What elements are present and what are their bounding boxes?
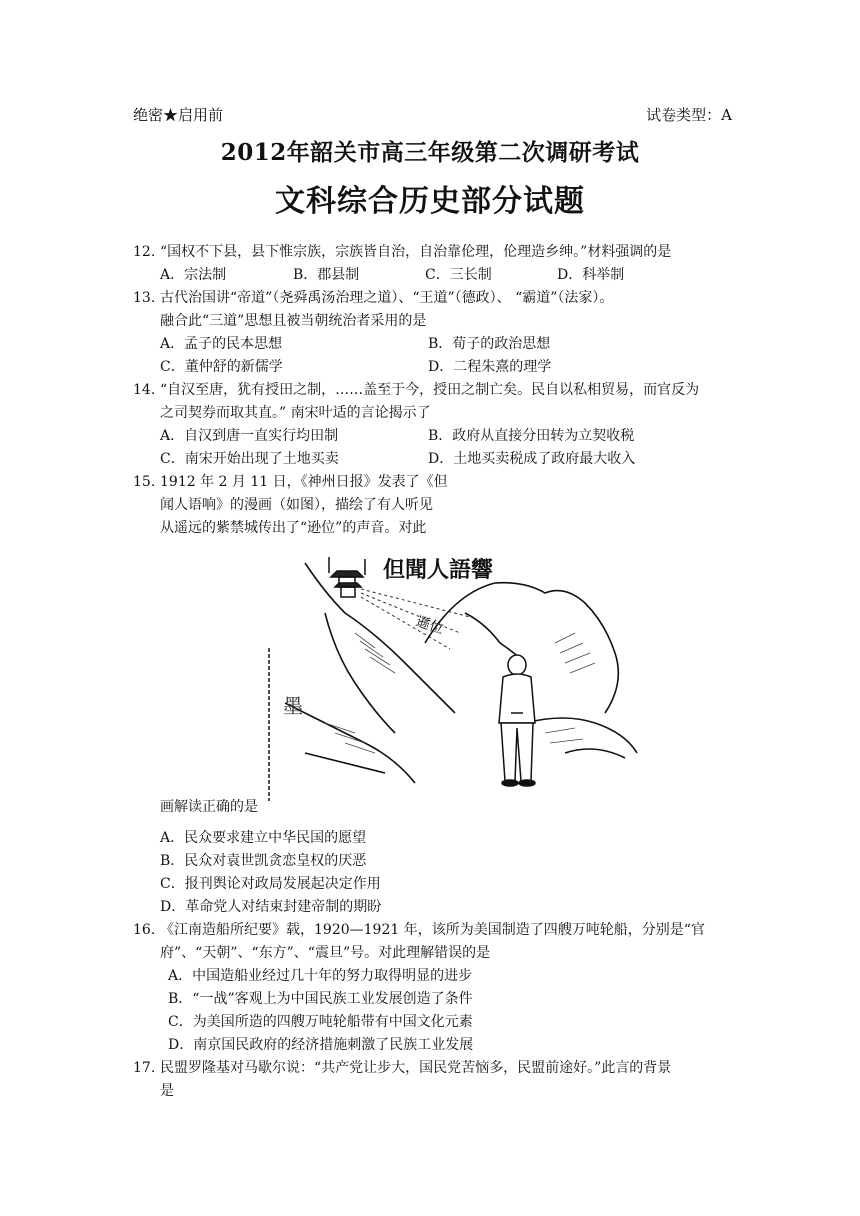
question-stem-line: 府”、“天朝”、“东方”、“震旦”号。对此理解错误的是: [160, 945, 491, 961]
question-number: 14.: [133, 382, 156, 398]
exam-title: 2012年韶关市高三年级第二次调研考试: [220, 139, 640, 166]
question-number: 16.: [133, 922, 156, 938]
question-stem-line: 是: [160, 1083, 174, 1099]
question-stem-line: 《江南造船所纪要》载，1920—1921 年，该所为美国制造了四艘万吨轮船，分别是“官: [160, 922, 705, 938]
question-stem-line: 画解读正确的是: [160, 799, 258, 815]
question-number: 15.: [133, 474, 156, 490]
option-d: D．南京国民政府的经济措施刺激了民族工业发展: [168, 1037, 474, 1053]
option-d: D．土地买卖税成了政府最大收入: [428, 451, 636, 467]
question-stem-line: “自汉至唐，犹有授田之制，……盖至于今，授田之制亡矣。民自以私相贸易，而官反为: [160, 382, 700, 398]
option-a: A．民众要求建立中华民国的愿望: [160, 830, 367, 846]
option-b: B．政府从直接分田转为立契收税: [428, 428, 635, 444]
option-c: C．南宋开始出现了土地买卖: [160, 451, 339, 467]
question-stem-line: “国权不下县，县下惟宗族，宗族皆自治，自治靠伦理，伦理造乡绅。”材料强调的是: [160, 244, 672, 260]
confidential-label: 绝密★启用前: [133, 106, 224, 124]
option-b: B．“一战”客观上为中国民族工业发展创造了条件: [168, 991, 473, 1007]
option-b: B．荀子的政治思想: [428, 336, 551, 352]
mountains: [285, 563, 637, 783]
option-d: D．革命党人对结束封建帝制的期盼: [160, 899, 382, 915]
question-stem-line: 闻人语响》的漫画（如图），描绘了有人听见: [160, 497, 433, 513]
cartoon-illustration: [265, 553, 645, 805]
artist-signature: 墨: [283, 694, 303, 718]
option-d: D．科举制: [557, 267, 625, 283]
option-a: A．中国造船业经过几十年的努力取得明显的进步: [168, 968, 473, 984]
option-b: B．民众对袁世凯贪恋皇权的厌恶: [160, 853, 367, 869]
exam-subtitle: 文科综合历史部分试题: [275, 184, 585, 219]
option-b: B．郡县制: [293, 267, 360, 283]
sound-label: 遜位: [413, 613, 446, 638]
option-d: D．二程朱熹的理学: [428, 359, 552, 375]
question-number: 13.: [133, 290, 156, 306]
cartoon-caption: 但聞人語響: [383, 557, 494, 583]
option-c: C．三长制: [425, 267, 492, 283]
question-number: 12.: [133, 244, 156, 260]
option-c: C．为美国所造的四艘万吨轮船带有中国文化元素: [168, 1014, 473, 1030]
option-a: A．自汉到唐一直实行均田制: [160, 428, 339, 444]
option-c: C．报刊舆论对政局发展起决定作用: [160, 876, 381, 892]
palace-icon: [329, 557, 365, 597]
question-stem-line: 1912 年 2 月 11 日，《神州日报》发表了《但: [160, 474, 448, 490]
question-stem-line: 民盟罗隆基对马歇尔说：“共产党让步大，国民党苦恼多，民盟前途好。”此言的背景: [160, 1060, 672, 1076]
option-c: C．董仲舒的新儒学: [160, 359, 283, 375]
question-stem-line: 古代治国讲“帝道”（尧舜禹汤治理之道）、“王道”（德政）、 “霸道”（法家）。: [160, 290, 614, 306]
question-stem-line: 从遥远的紫禁城传出了“逊位”的声音。对此: [160, 520, 427, 536]
question-stem-line: 之司契券而取其直。” 南宋叶适的言论揭示了: [160, 405, 431, 421]
question-stem-line: 融合此“三道”思想且被当朝统治者采用的是: [160, 313, 427, 329]
question-number: 17.: [133, 1060, 156, 1076]
option-a: A．孟子的民本思想: [160, 336, 283, 352]
option-a: A．宗法制: [160, 267, 227, 283]
listener-figure-icon: [499, 655, 535, 786]
paper-type-label: 试卷类型：A: [646, 106, 732, 124]
